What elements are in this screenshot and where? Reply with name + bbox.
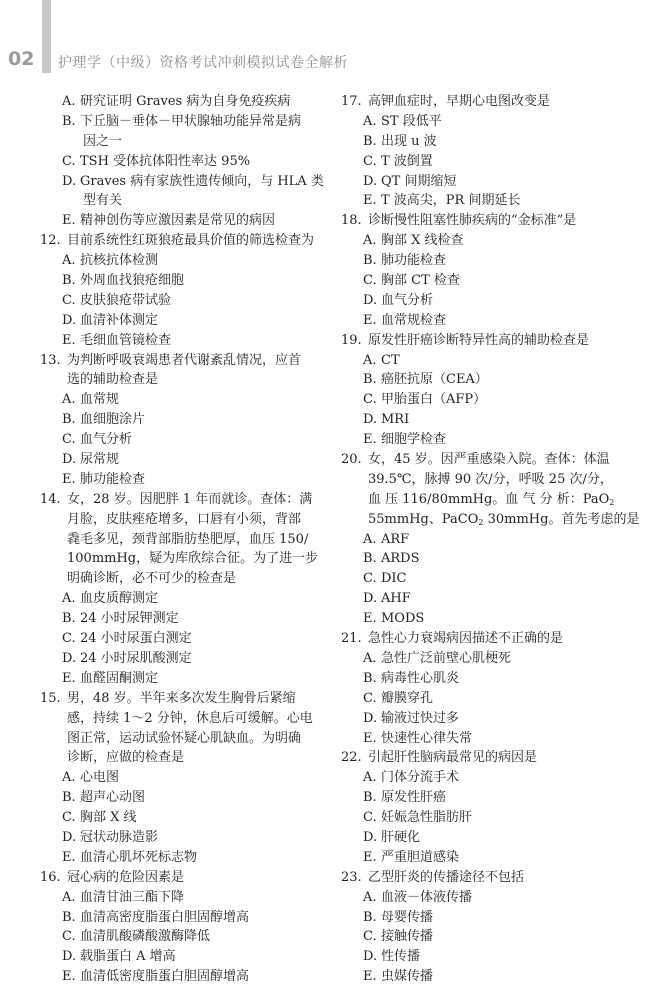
option: B. 外周血找狼疮细胞: [62, 273, 185, 289]
option: C. TSH 受体抗体阳性率达 95%: [62, 153, 251, 169]
option: E. MODS: [363, 611, 425, 627]
question-stem-continuation: 明确诊断，必不可少的检查是: [67, 571, 237, 587]
option: B. 出现 u 波: [363, 133, 437, 149]
option: C. 24 小时尿蛋白测定: [62, 631, 192, 647]
question-stem: 23. 乙型肝炎的传播途径不包括: [341, 869, 525, 885]
question-stem: 17. 高钾血症时，早期心电图改变是: [341, 94, 551, 109]
question-stem: 20. 女，45 岁。因严重感染入院。查体：体温: [341, 452, 610, 468]
option: B. 24 小时尿钾测定: [62, 611, 179, 627]
question-stem-continuation: 血 压 116/80mmHg。血 气 分 析：PaO$_2$: [368, 491, 615, 507]
question-13: [40, 351, 338, 490]
option: A. 急性广泛前壁心肌梗死: [363, 650, 512, 666]
question-stem: 16. 冠心病的危险因素是: [40, 869, 185, 885]
question-18: [341, 211, 639, 330]
question-stem: 21. 急性心力衰竭病因描述不正确的是: [341, 631, 564, 647]
question-11-options: [40, 92, 338, 231]
option: A. 门体分流手术: [363, 770, 460, 786]
question-22: [341, 748, 639, 867]
option: E. T 波高尖，PR 间期延长: [363, 193, 521, 209]
option: D. 24 小时尿肌酸测定: [62, 650, 192, 666]
question-stem: 18. 诊断慢性阻塞性肺疾病的“金标准”是: [341, 213, 577, 229]
question-stem-continuation: 诊断，应做的检查是: [67, 750, 185, 766]
option: B. 母婴传播: [363, 909, 434, 925]
option: E. 血醛固酮测定: [62, 670, 159, 686]
option: A. 血皮质醇测定: [62, 591, 159, 607]
option: D. 血清补体测定: [62, 312, 159, 328]
question-stem: 15. 男，48 岁。半年来多次发生胸骨后紧缩: [40, 690, 296, 706]
option: A. ST 段低平: [363, 113, 442, 129]
header-accent-bar: [42, 0, 51, 73]
option: E. 细胞学检查: [363, 432, 447, 448]
option: D. AHF: [363, 591, 411, 607]
option: B. 原发性肝癌: [363, 790, 447, 806]
book-title: 护理学（中级）资格考试冲刺模拟试卷全解析: [58, 55, 348, 71]
question-stem-continuation: 39.5℃，脉搏 90 次/分，呼吸 25 次/分，: [368, 471, 613, 487]
option: C. 血清肌酸磷酸激酶降低: [62, 929, 211, 945]
question-stem-continuation: 月脸，皮肤痤疮增多，口唇有小须，背部: [67, 511, 302, 527]
question-16: [40, 868, 338, 987]
question-12: [40, 231, 338, 350]
option: D. Graves 病有家族性遗传倾向，与 HLA 类: [62, 173, 324, 189]
option: A. 血常规: [62, 392, 120, 408]
question-19: [341, 331, 639, 450]
option: B. 超声心动图: [62, 790, 146, 806]
option: D. 血气分析: [363, 292, 434, 308]
page-header: [0, 0, 649, 80]
option: D. 冠状动脉造影: [62, 829, 159, 845]
option: E. 血清低密度脂蛋白胆固醇增高: [62, 969, 250, 985]
option: A. 研究证明 Graves 病为自身免疫疾病: [62, 94, 291, 109]
question-21: [341, 629, 639, 748]
option: B. ARDS: [363, 551, 420, 567]
option: B. 血细胞涂片: [62, 412, 146, 428]
question-stem: 12. 目前系统性红斑狼疮最具价值的筛选检查为: [40, 233, 315, 249]
left-column: [40, 92, 338, 987]
question-15: [40, 689, 338, 868]
option: A. ARF: [363, 531, 410, 547]
option: C. 皮肤狼疮带试验: [62, 292, 172, 308]
option: C. 血气分析: [62, 432, 133, 448]
question-stem-continuation: 100mmHg，疑为库欣综合征。为了进一步: [67, 551, 319, 567]
option: B. 癌胚抗原（CEA）: [363, 372, 488, 388]
option: D. 载脂蛋白 A 增高: [62, 949, 176, 965]
option: C. DIC: [363, 571, 407, 587]
option: E. 严重胆道感染: [363, 849, 460, 865]
option-continuation: 型有关: [83, 193, 123, 209]
question-stem: 19. 原发性肝癌诊断特异性高的辅助检查是: [341, 332, 590, 348]
question-stem-continuation: 感，持续 1～2 分钟，休息后可缓解。心电: [67, 710, 313, 726]
question-stem-continuation: 选的辅助检查是: [67, 372, 159, 388]
right-column: [341, 92, 639, 987]
option: D. QT 间期缩短: [363, 173, 457, 189]
option: D. 肝硬化: [363, 829, 421, 845]
option: E. 血清心肌坏死标志物: [62, 849, 198, 865]
option: C. 甲胎蛋白（AFP）: [363, 392, 487, 408]
option: A. 血清甘油三酯下降: [62, 889, 185, 905]
option: C. 妊娠急性脂肪肝: [363, 810, 473, 826]
option: E. 快速性心律失常: [363, 730, 473, 746]
question-stem: 22. 引起肝性脑病最常见的病因是: [341, 750, 538, 766]
question-stem: 13. 为判断呼吸衰竭患者代谢紊乱情况，应首: [40, 352, 302, 368]
option: D. 尿常规: [62, 452, 120, 468]
option: A. 血液－体液传播: [363, 889, 473, 905]
option: B. 肺功能检查: [363, 253, 447, 269]
question-stem: 14. 女，28 岁。因肥胖 1 年而就诊。查体：满: [40, 491, 313, 507]
option: E. 肺功能检查: [62, 471, 146, 487]
option: A. 抗核抗体检测: [62, 253, 159, 269]
option: C. 瓣膜穿孔: [363, 690, 434, 706]
option: E. 毛细血管镜检查: [62, 332, 172, 348]
question-20: [341, 450, 639, 629]
question-17: [341, 92, 639, 211]
option: A. 心电图: [62, 770, 120, 786]
option: E. 血常规检查: [363, 312, 447, 328]
option: C. 接触传播: [363, 929, 434, 945]
question-stem-continuation: 55mmHg、PaCO$_2$ 30mmHg。首先考虑的是: [368, 511, 640, 527]
option: E. 精神创伤等应激因素是常见的病因: [62, 213, 276, 229]
option-continuation: 因之一: [83, 133, 123, 149]
option: D. 性传播: [363, 949, 421, 965]
option: C. 胸部 X 线: [62, 810, 137, 826]
option: B. 病毒性心肌炎: [363, 670, 460, 686]
question-stem-continuation: 毳毛多见，颈背部脂肪垫肥厚，血压 150/: [67, 531, 309, 547]
option: A. 胸部 X 线检查: [363, 233, 464, 249]
option: E. 虫媒传播: [363, 969, 434, 985]
page-number: 02: [8, 48, 35, 70]
option: D. 输液过快过多: [363, 710, 460, 726]
option: C. 胸部 CT 检查: [363, 273, 460, 289]
option: B. 下丘脑－垂体－甲状腺轴功能异常是病: [62, 113, 302, 129]
option: D. MRI: [363, 412, 410, 428]
question-23: [341, 868, 639, 987]
option: C. T 波倒置: [363, 153, 433, 169]
option: A. CT: [363, 352, 400, 368]
option: B. 血清高密度脂蛋白胆固醇增高: [62, 909, 250, 925]
question-stem-continuation: 图正常，运动试验怀疑心肌缺血。为明确: [67, 730, 302, 746]
question-14: [40, 490, 338, 689]
